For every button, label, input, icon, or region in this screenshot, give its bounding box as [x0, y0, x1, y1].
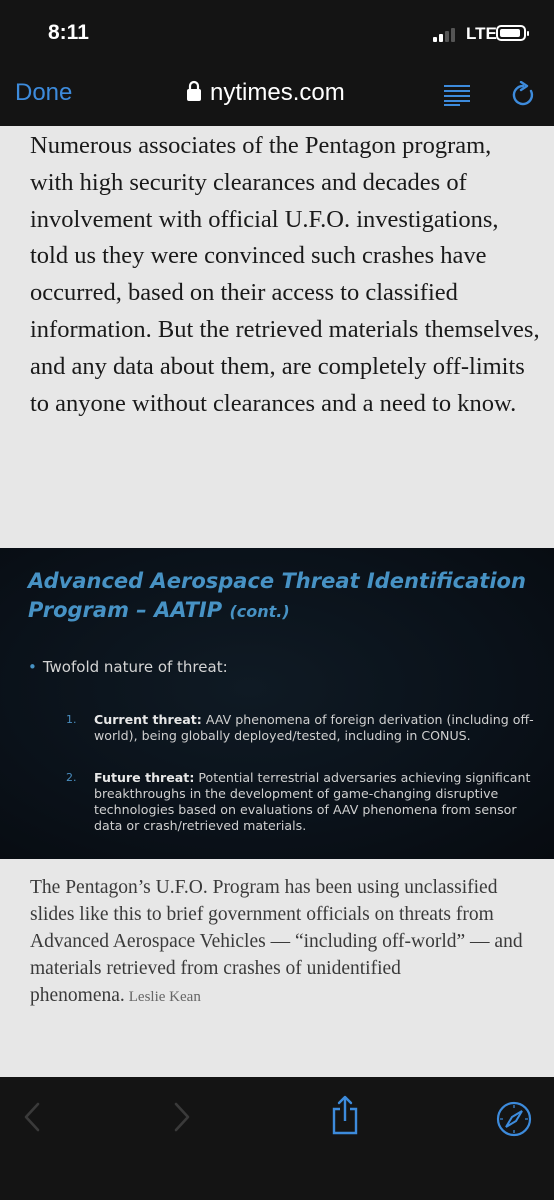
url-text: nytimes.com: [210, 79, 345, 106]
slide-item-text: AAV phenomena of foreign derivation (including off-world), being globally deployed/tested, including in CONUS.: [94, 712, 534, 743]
slide-bullet: [28, 658, 228, 676]
url-bar[interactable]: [186, 79, 345, 107]
slide-item-future-threat: [66, 770, 536, 834]
reader-view-icon[interactable]: [443, 84, 471, 106]
slide-title-suffix: (cont.): [229, 602, 290, 621]
article-paragraph: Numerous associates of the Pentagon program, with high security clearances and decades of involvement with official U.F.O. investigations, told us they were convinced such crashes have occurred, based on their access to classified information. But the retrieved materials themselves, and any data about them, are completely off-limits to anyone without clearances and a need to know.: [30, 132, 540, 417]
browser-toolbar: [0, 64, 554, 126]
browser-bottom-bar: [0, 1077, 554, 1200]
slide-item-number: 1.: [66, 713, 77, 726]
caption-text-block: [30, 874, 530, 1011]
image-caption: [0, 859, 554, 1077]
safari-compass-icon[interactable]: [496, 1101, 532, 1137]
network-type: LTE: [466, 24, 497, 43]
slide-item-current-threat: [66, 712, 536, 744]
done-button[interactable]: Done: [15, 79, 73, 106]
slide-bullet-text: Twofold nature of threat:: [42, 658, 228, 676]
slide-item-number: 2.: [66, 771, 77, 784]
bullet-dot-icon: •: [28, 658, 37, 676]
reload-icon[interactable]: [511, 81, 537, 109]
status-bar: [0, 0, 554, 64]
back-arrow-icon[interactable]: [22, 1101, 42, 1133]
slide-title: [28, 567, 548, 626]
caption-text: The Pentagon’s U.F.O. Program has been using unclassified slides like this to brief government officials on threats from Advanced Aerospace Vehicles — “including off-world” — and materials retrieved from crashes of unidentified phenomena.: [30, 877, 523, 1006]
photo-credit: Leslie Kean: [128, 989, 201, 1005]
status-time: 8:11: [48, 21, 89, 44]
slide-item-lead: Current threat:: [94, 712, 202, 727]
battery-icon: [496, 25, 526, 41]
forward-arrow-icon[interactable]: [172, 1101, 192, 1133]
slide-item-text: Potential terrestrial adversaries achieving significant breakthroughs in the development of game-changing disruptive technologies based on evaluations of AAV phenomena from sensor data or crash/retrieved materials.: [94, 770, 531, 833]
article-body: [0, 126, 554, 548]
cellular-signal-icon: [433, 26, 461, 42]
slide-item-lead: Future threat:: [94, 770, 195, 785]
lock-icon: [186, 80, 202, 102]
slide-title-text: Advanced Aerospace Threat Identification Program – AATIP: [28, 569, 526, 622]
share-icon[interactable]: [331, 1095, 359, 1135]
aatip-slide-image[interactable]: [0, 548, 554, 859]
